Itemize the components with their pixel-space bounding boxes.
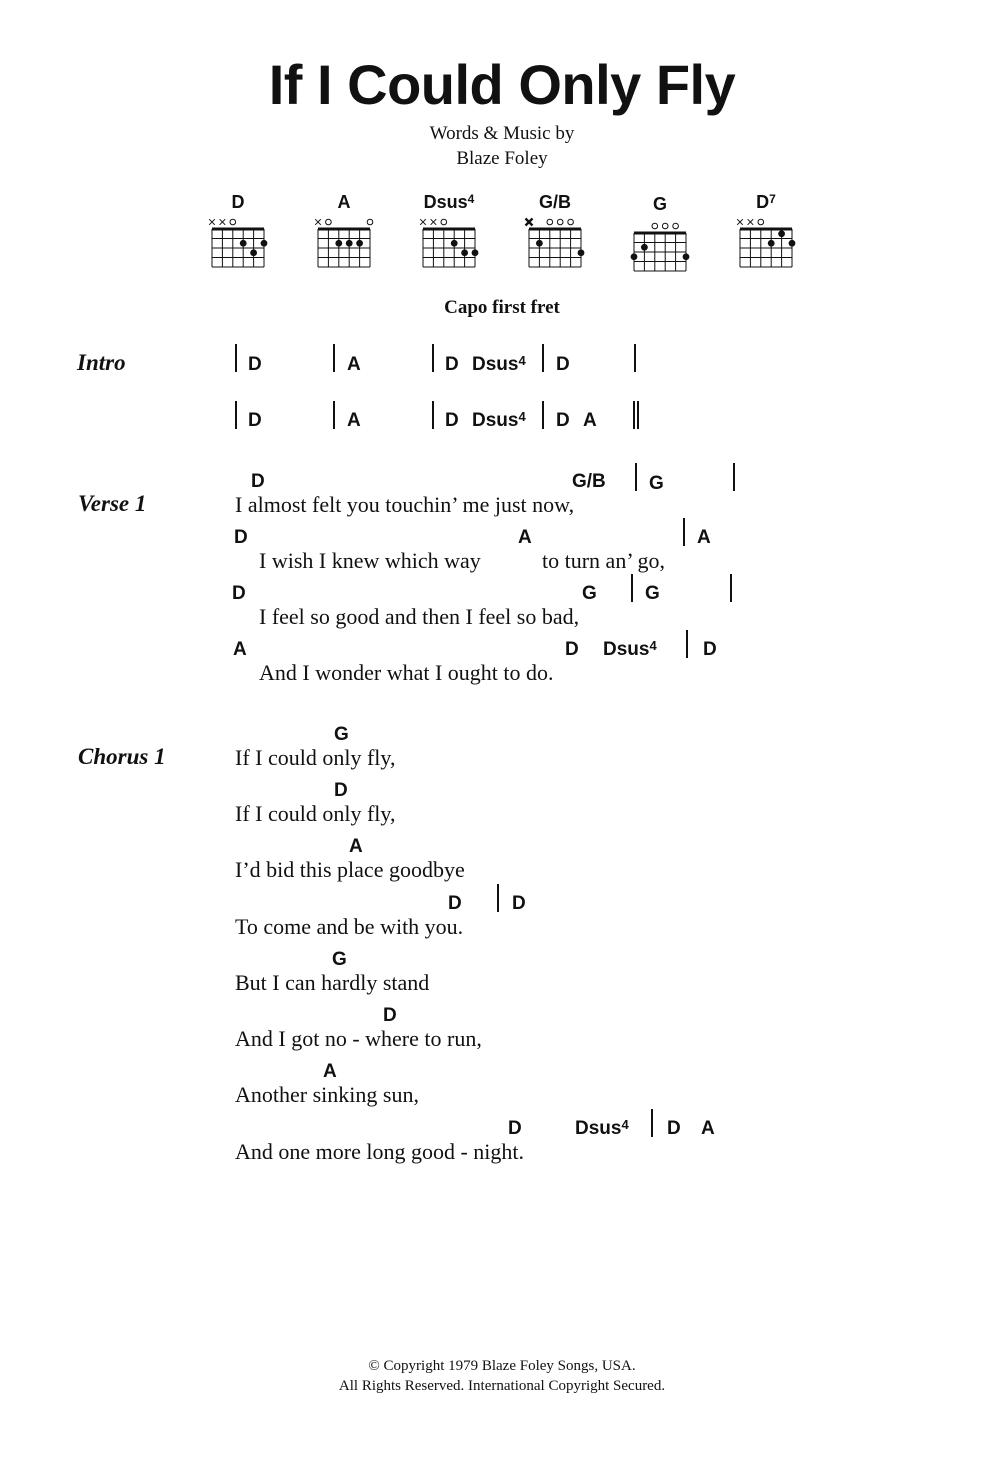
lyric-line: And one more long good - night. <box>235 1139 525 1164</box>
chord-symbol: G/B <box>572 471 606 492</box>
chord-symbol: A <box>583 410 597 431</box>
chord-symbol: D <box>703 639 717 660</box>
chord-diagram-name-a: A <box>337 192 351 212</box>
lyric-line: If I could only fly, <box>235 801 396 826</box>
chord-symbol: D <box>445 410 459 431</box>
chord-diagram-name-dsus4: Dsus$^4$ <box>423 192 475 212</box>
lyric-line: I feel so good and then I feel so bad, <box>259 604 580 629</box>
lyric-line: Another sinking sun, <box>235 1082 419 1107</box>
chord-diagram-d <box>204 214 274 274</box>
lyric-line: I wish I knew which way <box>259 548 481 573</box>
chord-symbol: Dsus$^4$ <box>472 409 526 431</box>
chord-symbol: D <box>556 354 570 375</box>
chord-symbol: Dsus$^4$ <box>472 353 526 375</box>
lyric-line: I almost felt you touchin’ me just now, <box>235 492 575 517</box>
chord-symbol: A <box>347 354 361 375</box>
chord-diagram-g <box>626 218 696 278</box>
lyric-line: To come and be with you. <box>235 914 464 939</box>
lyric-line: And I wonder what I ought to do. <box>259 660 554 685</box>
chord-diagram-dsus4 <box>415 214 485 274</box>
section-label-chorus-1: Chorus 1 <box>78 744 166 769</box>
chord-symbol: A <box>347 410 361 431</box>
copyright-line-2: All Rights Reserved. International Copyright Secured. <box>338 1378 666 1394</box>
lyric-line: If I could only fly, <box>235 745 396 770</box>
section-label-verse-1: Verse 1 <box>78 491 147 516</box>
lyric-line: I’d bid this place goodbye <box>235 857 465 882</box>
section-label-intro: Intro <box>77 350 126 375</box>
chord-symbol: D <box>248 410 262 431</box>
chord-symbol: Dsus$^4$ <box>603 638 657 660</box>
chord-symbol: D <box>556 410 570 431</box>
chord-symbol: D <box>667 1118 681 1139</box>
chord-symbol: D <box>445 354 459 375</box>
song-title: If I Could Only Fly <box>268 53 736 116</box>
lyric-line: to turn an’ go, <box>542 548 666 573</box>
chord-symbol: G <box>645 583 660 604</box>
chord-symbol: A <box>349 836 363 857</box>
chord-symbol: G <box>649 473 664 494</box>
chord-symbol: D <box>232 583 246 604</box>
copyright-line-1: © Copyright 1979 Blaze Foley Songs, USA. <box>368 1358 636 1374</box>
chord-symbol: G <box>332 949 347 970</box>
chord-symbol: D <box>383 1005 397 1026</box>
chord-diagram-d7 <box>732 214 802 274</box>
chord-symbol: G <box>582 583 597 604</box>
chord-symbol: D <box>334 780 348 801</box>
chord-symbol: A <box>518 527 532 548</box>
chord-symbol: A <box>323 1061 337 1082</box>
chord-symbol: D <box>512 893 526 914</box>
chord-symbol: D <box>251 471 265 492</box>
chord-diagram-g-b <box>521 214 591 274</box>
lyric-line: And I got no - where to run, <box>235 1026 482 1051</box>
capo-instruction: Capo first fret <box>444 297 560 318</box>
chord-symbol: D <box>565 639 579 660</box>
credits-line-1: Words & Music by <box>429 123 575 144</box>
lyric-line: But I can hardly stand <box>235 970 430 995</box>
chord-symbol: A <box>697 527 711 548</box>
chord-symbol: Dsus$^4$ <box>575 1117 629 1139</box>
chord-diagram-name-g-b: G/B <box>538 192 571 212</box>
chord-symbol: D <box>248 354 262 375</box>
chord-diagram-a <box>310 214 380 274</box>
chord-diagram-name-d7: $D^7$ <box>756 192 776 212</box>
chord-symbol: D <box>234 527 248 548</box>
chord-diagram-name-d: D <box>231 192 245 212</box>
chord-symbol: A <box>701 1118 715 1139</box>
chord-symbol: G <box>334 724 349 745</box>
credits-composer: Blaze Foley <box>456 148 548 169</box>
chord-diagram-name-g: G <box>652 194 667 214</box>
chord-symbol: A <box>233 639 247 660</box>
chord-symbol: D <box>448 893 462 914</box>
chord-symbol: D <box>508 1118 522 1139</box>
